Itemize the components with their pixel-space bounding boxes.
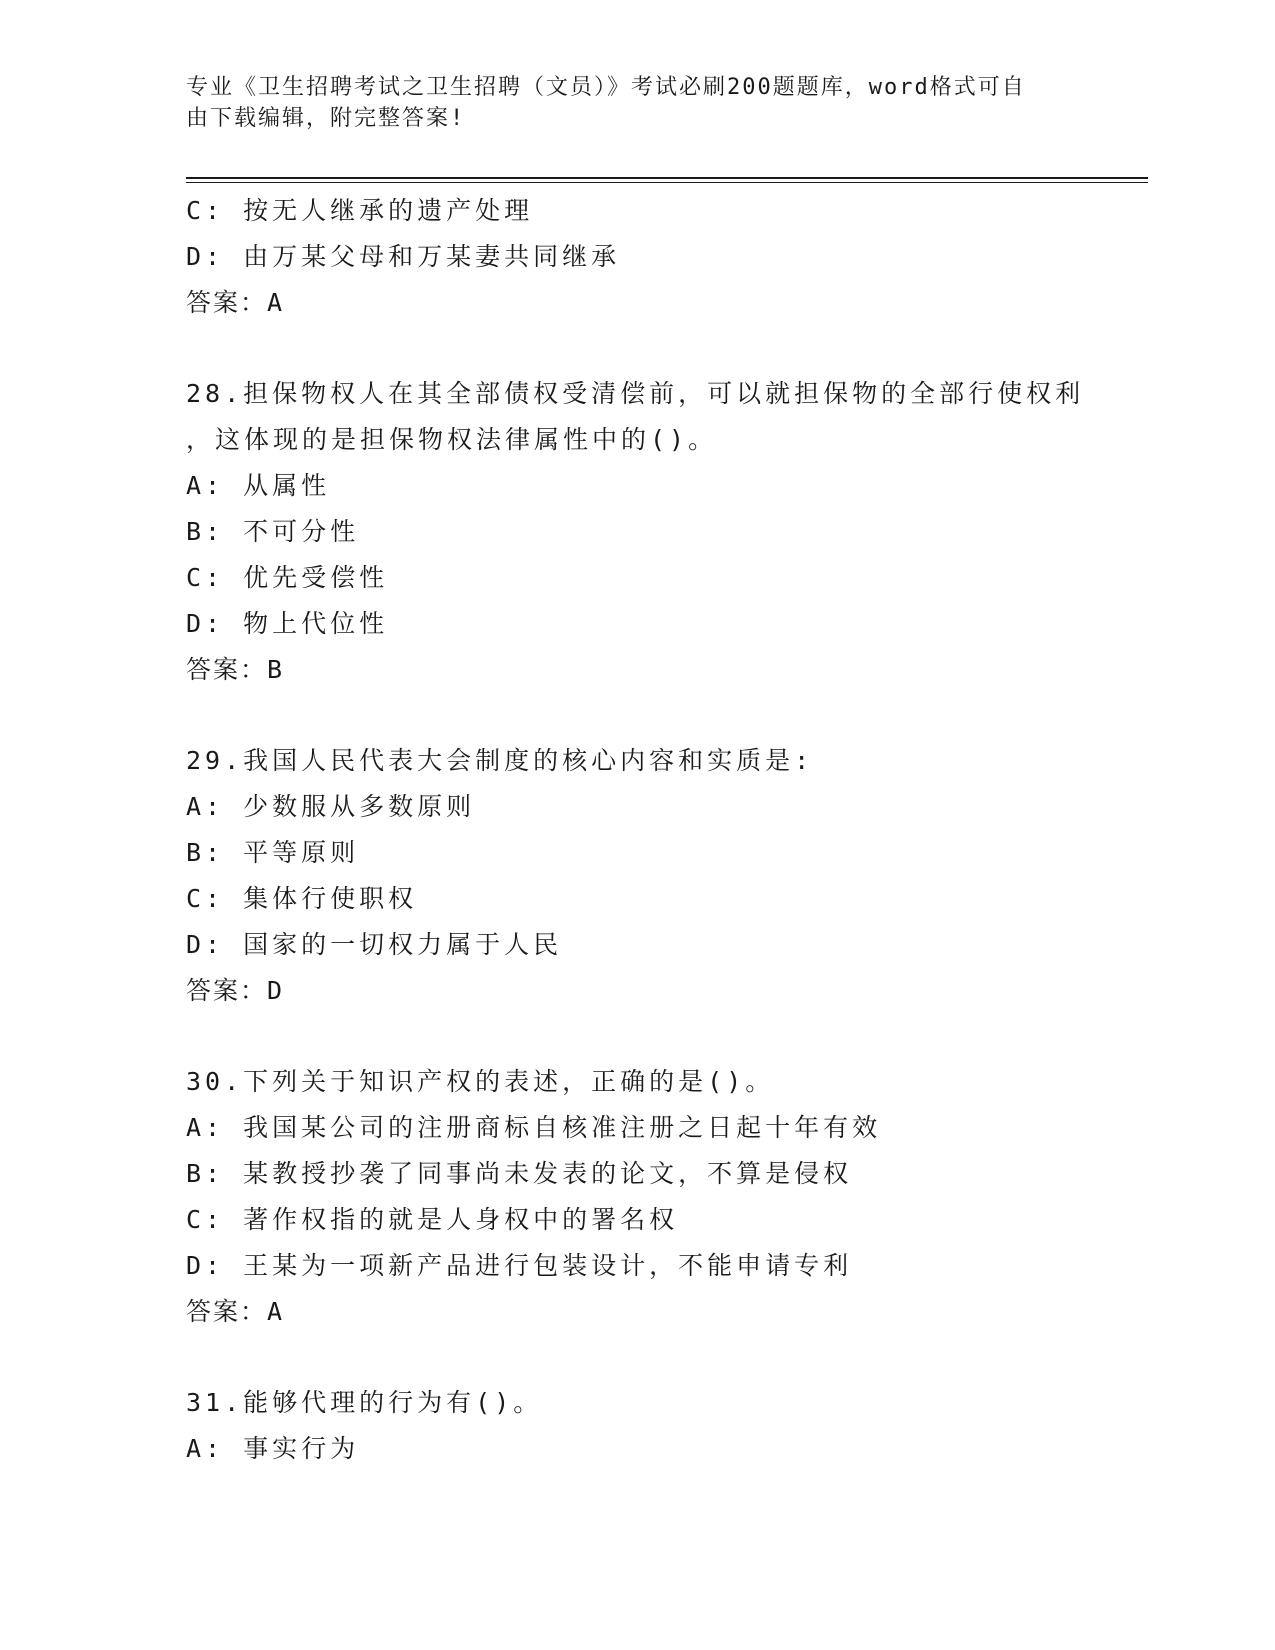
option-d: D: 王某为一项新产品进行包装设计，不能申请专利 (186, 1251, 853, 1280)
question-block-29 (186, 738, 1126, 1014)
answer-line: 答案：D (186, 976, 285, 1005)
header-rule-thin (186, 182, 1148, 183)
question-list (186, 188, 1126, 1472)
option-c: C: 按无人继承的遗产处理 (186, 196, 534, 225)
header-line-1: 专业《卫生招聘考试之卫生招聘（文员）》考试必刷200题题库，word格式可自 (186, 75, 1026, 100)
document-header (186, 72, 1086, 134)
question-block-28 (186, 371, 1126, 693)
question-stem: 31.能够代理的行为有()。 (186, 1388, 543, 1417)
question-block-30 (186, 1059, 1126, 1335)
question-stem: 29.我国人民代表大会制度的核心内容和实质是: (186, 746, 814, 775)
option-b: B: 平等原则 (186, 838, 360, 867)
spacer (186, 1014, 1126, 1059)
option-a: A: 少数服从多数原则 (186, 792, 476, 821)
question-block-31 (186, 1380, 1126, 1472)
option-d: D: 由万某父母和万某妻共同继承 (186, 242, 621, 271)
option-a: A: 从属性 (186, 471, 331, 500)
spacer (186, 1335, 1126, 1380)
header-line-2: 由下载编辑，附完整答案! (186, 106, 466, 131)
option-d: D: 物上代位性 (186, 609, 389, 638)
spacer (186, 326, 1126, 371)
option-c: C: 优先受偿性 (186, 563, 389, 592)
option-a: A: 我国某公司的注册商标自核准注册之日起十年有效 (186, 1113, 882, 1142)
question-stem: 30.下列关于知识产权的表述，正确的是()。 (186, 1067, 775, 1096)
option-c: C: 集体行使职权 (186, 884, 418, 913)
option-a: A: 事实行为 (186, 1434, 360, 1463)
spacer (186, 693, 1126, 738)
question-stem: 28.担保物权人在其全部债权受清偿前，可以就担保物的全部行使权利 (186, 379, 1085, 408)
option-b: B: 某教授抄袭了同事尚未发表的论文，不算是侵权 (186, 1159, 853, 1188)
header-rule-thick (186, 177, 1148, 179)
question-block-prev (186, 188, 1126, 326)
answer-line: 答案：B (186, 655, 285, 684)
answer-line: 答案：A (186, 288, 285, 317)
question-stem-continued: ，这体现的是担保物权法律属性中的()。 (186, 425, 718, 454)
option-c: C: 著作权指的就是人身权中的署名权 (186, 1205, 679, 1234)
option-b: B: 不可分性 (186, 517, 360, 546)
answer-line: 答案：A (186, 1297, 285, 1326)
option-d: D: 国家的一切权力属于人民 (186, 930, 563, 959)
